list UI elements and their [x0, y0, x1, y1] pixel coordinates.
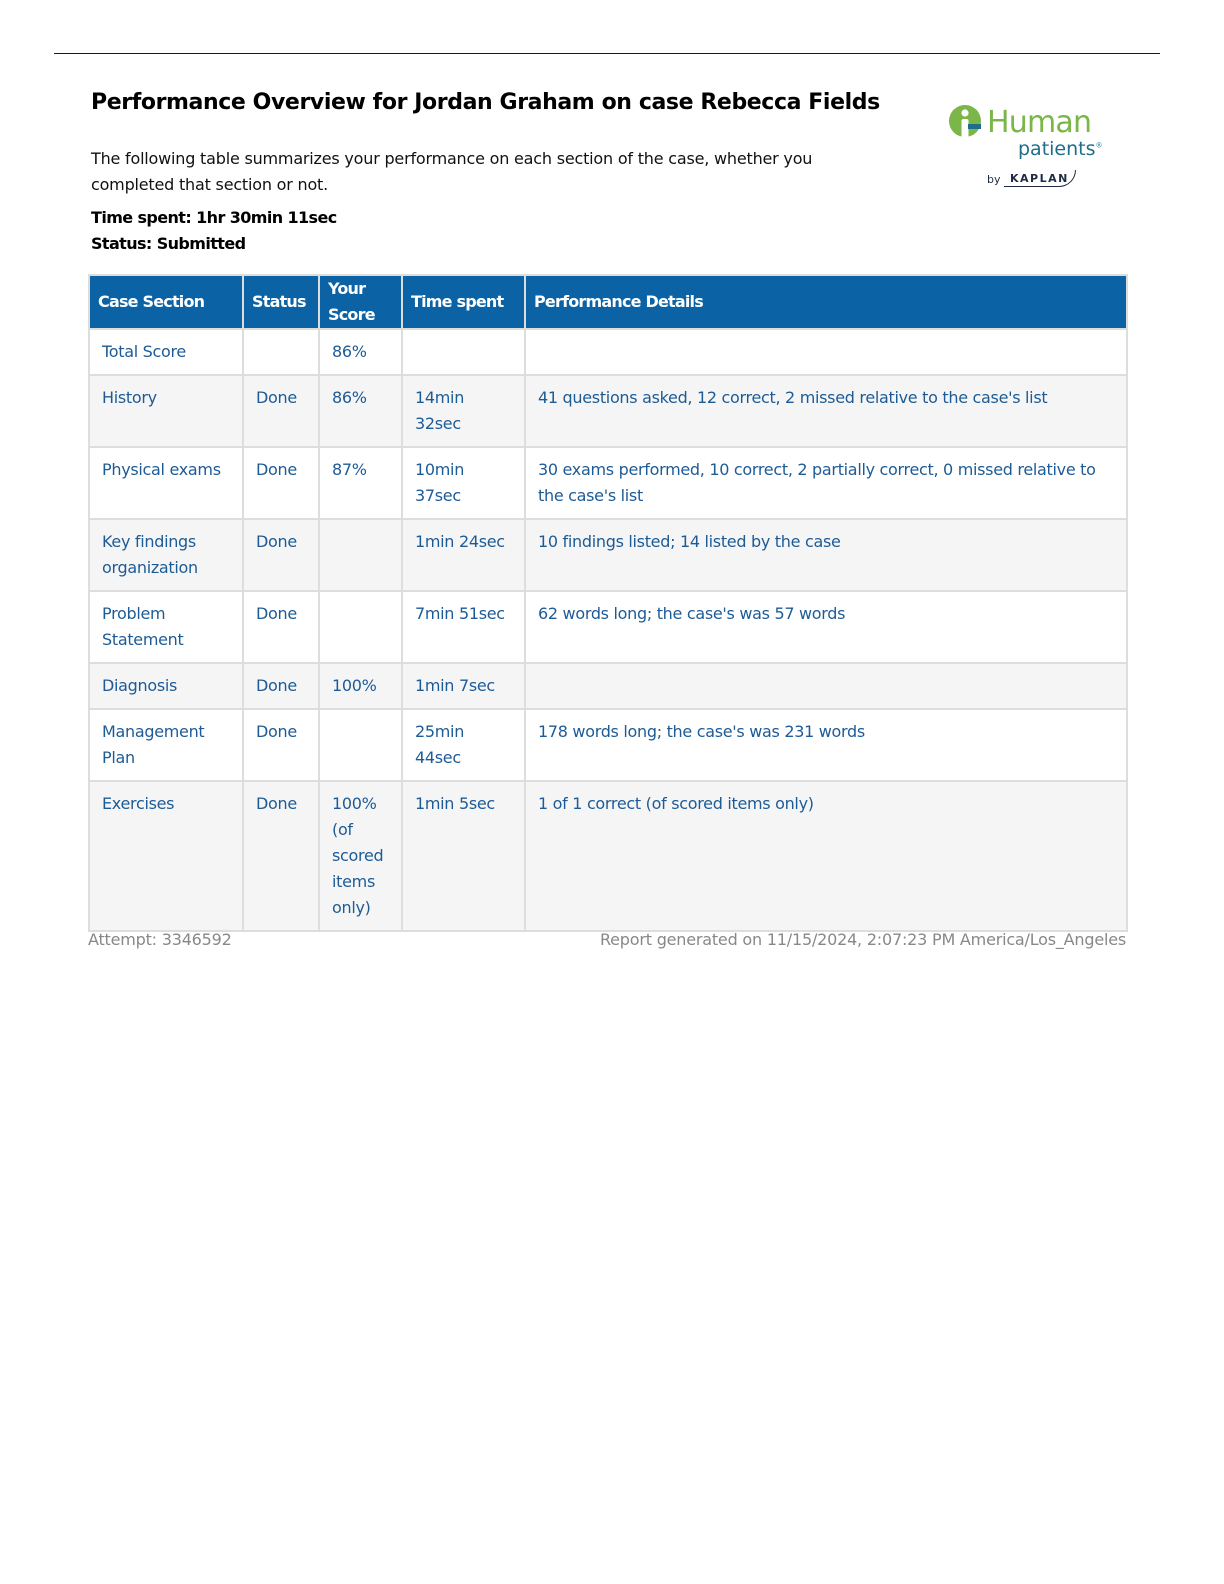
score-cell	[319, 709, 402, 781]
status-cell: Done	[243, 663, 319, 709]
details-cell: 62 words long; the case's was 57 words	[525, 591, 1127, 663]
score-cell: 100%	[319, 663, 402, 709]
details-cell: 1 of 1 correct (of scored items only)	[525, 781, 1127, 931]
status-cell: Done	[243, 375, 319, 447]
time-cell: 10min 37sec	[402, 447, 525, 519]
table-row	[89, 709, 1127, 781]
logo-by: by	[987, 173, 1001, 186]
section-cell: Total Score	[89, 329, 243, 375]
header-status: Status	[243, 275, 319, 329]
score-cell: 87%	[319, 447, 402, 519]
section-cell: History	[89, 375, 243, 447]
time-cell: 1min 5sec	[402, 781, 525, 931]
details-cell: 30 exams performed, 10 correct, 2 partially correct, 0 missed relative to the case's list	[525, 447, 1127, 519]
page-title: Performance Overview for Jordan Graham on case Rebecca Fields	[91, 90, 880, 115]
time-spent-line: Time spent: 1hr 30min 11sec	[91, 208, 337, 227]
header-case-section: Case Section	[89, 275, 243, 329]
status-cell: Done	[243, 519, 319, 591]
table-row	[89, 663, 1127, 709]
logo-kaplan: KAPLAN	[1004, 170, 1076, 187]
logo-subword: patients®	[1018, 138, 1103, 160]
performance-table	[88, 274, 1128, 932]
score-cell: 86%	[319, 329, 402, 375]
table-row	[89, 519, 1127, 591]
time-cell: 25min 44sec	[402, 709, 525, 781]
table-row	[89, 447, 1127, 519]
score-cell	[319, 591, 402, 663]
ihuman-kaplan-logo	[945, 100, 1120, 200]
time-cell: 1min 24sec	[402, 519, 525, 591]
details-cell: 41 questions asked, 12 correct, 2 missed relative to the case's list	[525, 375, 1127, 447]
status-cell: Done	[243, 709, 319, 781]
table-row	[89, 591, 1127, 663]
status-cell	[243, 329, 319, 375]
details-cell	[525, 329, 1127, 375]
details-cell	[525, 663, 1127, 709]
time-cell: 1min 7sec	[402, 663, 525, 709]
section-cell: Key findings organization	[89, 519, 243, 591]
logo-wordmark: Human	[987, 105, 1092, 140]
top-rule	[54, 53, 1160, 54]
table-body	[89, 329, 1127, 931]
section-cell: Problem Statement	[89, 591, 243, 663]
intro-text: The following table summarizes your performance on each section of the case, whether you completed that section or not.	[91, 149, 813, 194]
performance-table-wrapper	[88, 274, 1126, 932]
section-cell: Management Plan	[89, 709, 243, 781]
report-generated-timestamp: Report generated on 11/15/2024, 2:07:23 PM America/Los_Angeles	[599, 930, 1126, 949]
status-cell: Done	[243, 781, 319, 931]
time-cell: 14min 32sec	[402, 375, 525, 447]
time-cell: 7min 51sec	[402, 591, 525, 663]
time-cell	[402, 329, 525, 375]
status-cell: Done	[243, 447, 319, 519]
ihuman-i-mark-icon	[947, 103, 991, 147]
table-row	[89, 781, 1127, 931]
score-cell	[319, 519, 402, 591]
status-cell: Done	[243, 591, 319, 663]
status-line: Status: Submitted	[91, 234, 246, 253]
details-cell: 178 words long; the case's was 231 words	[525, 709, 1127, 781]
header-performance-details: Performance Details	[525, 275, 1127, 329]
table-row	[89, 329, 1127, 375]
score-cell: 86%	[319, 375, 402, 447]
section-cell: Physical exams	[89, 447, 243, 519]
table-header-row	[89, 275, 1127, 329]
table-row	[89, 375, 1127, 447]
section-cell: Exercises	[89, 781, 243, 931]
details-cell: 10 findings listed; 14 listed by the case	[525, 519, 1127, 591]
header-your-score: Your Score	[319, 275, 402, 329]
attempt-id: Attempt: 3346592	[88, 930, 232, 949]
score-cell: 100% (of scored items only)	[319, 781, 402, 931]
section-cell: Diagnosis	[89, 663, 243, 709]
header-time-spent: Time spent	[402, 275, 525, 329]
